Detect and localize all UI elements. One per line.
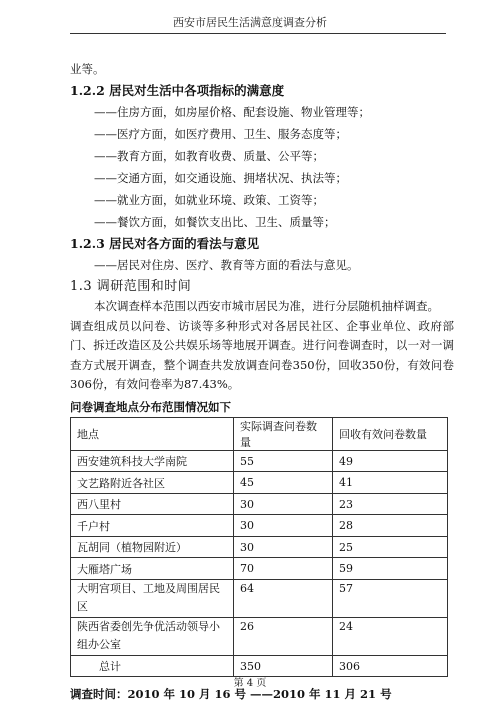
list-item: ——餐饮方面，如餐饮支出比、卫生、质量等； — [94, 215, 336, 229]
location-cell: 文艺路附近各社区 — [71, 472, 234, 494]
valid-cell: 25 — [333, 536, 448, 558]
column-header-distributed: 实际调查问卷数量 — [234, 417, 333, 450]
list-item: ——就业方面，如就业环境、政策、工资等； — [94, 193, 324, 207]
scope-paragraph — [70, 297, 454, 395]
valid-cell: 57 — [333, 579, 448, 617]
list-item: ——教育方面，如教育收费、质量、公平等； — [94, 149, 324, 163]
table-row — [71, 450, 448, 472]
section-heading-1-2-3: 1.2.3 居民对各方面的看法与意见 — [70, 236, 260, 251]
valid-cell: 49 — [333, 450, 448, 472]
valid-cell: 24 — [333, 617, 448, 655]
column-header-valid: 回收有效问卷数量 — [333, 417, 448, 450]
opinion-item: ——居民对住房、医疗、教育等方面的看法与意见。 — [94, 258, 359, 272]
survey-time: 调查时间：2010 年 10 月 16 号 ——2010 年 11 月 21 号 — [70, 687, 392, 702]
total-distributed-cell: 350 — [234, 655, 333, 677]
distributed-cell: 45 — [234, 472, 333, 494]
survey-location-table — [70, 417, 448, 678]
list-item: ——医疗方面，如医疗费用、卫生、服务态度等； — [94, 127, 347, 141]
distributed-cell: 70 — [234, 558, 333, 580]
distributed-cell: 64 — [234, 579, 333, 617]
location-cell: 大明宫项目、工地及周围居民区 — [71, 579, 234, 617]
location-cell: 大雁塔广场 — [71, 558, 234, 580]
page-number: 第 4 页 — [233, 678, 267, 689]
list-item: ——住房方面，如房屋价格、配套设施、物业管理等； — [94, 105, 370, 119]
distributed-cell: 55 — [234, 450, 333, 472]
page-body — [70, 58, 454, 705]
table-row — [71, 472, 448, 494]
location-cell: 西安建筑科技大学南院 — [71, 450, 234, 472]
column-header-location: 地点 — [71, 417, 234, 450]
table-caption: 问卷调查地点分布范围情况如下 — [70, 399, 231, 414]
total-valid-cell: 306 — [333, 655, 448, 677]
continued-text: 业等。 — [70, 62, 105, 76]
header-divider — [70, 33, 446, 34]
location-cell: 千户村 — [71, 515, 234, 537]
location-cell: 瓦胡同（植物园附近） — [71, 536, 234, 558]
section-heading-1-2-2: 1.2.2 居民对生活中各项指标的满意度 — [70, 83, 285, 98]
table-row — [71, 558, 448, 580]
section-heading-1-3: 1.3 调研范围和时间 — [70, 279, 192, 294]
table-row — [71, 493, 448, 515]
location-cell: 西八里村 — [71, 493, 234, 515]
valid-cell: 23 — [333, 493, 448, 515]
list-item: ——交通方面，如交通设施、拥堵状况、执法等； — [94, 171, 347, 185]
distributed-cell: 30 — [234, 493, 333, 515]
location-cell: 陕西省委创先争优活动领导小组办公室 — [71, 617, 234, 655]
total-label-cell: 总计 — [71, 655, 234, 677]
table-row — [71, 536, 448, 558]
satisfaction-indicator-list — [70, 101, 454, 233]
table-row — [71, 579, 448, 617]
distributed-cell: 26 — [234, 617, 333, 655]
valid-cell: 59 — [333, 558, 448, 580]
paragraph-first-line: 本次调查样本范围以西安市城市居民为准，进行分层随机抽样调查。 — [94, 299, 439, 313]
paragraph-body: 调查组成员以问卷、访谈等多种形式对各居民社区、企事业单位、政府部门、拆迁改造区及公共娱乐场等地展开调查。进行问卷调查时，以一对一调查方式展开调查，整个调查共发放调查问卷350份，回收350份，有效问卷306份，有效问卷率为87.43%。 — [70, 318, 454, 392]
table-row — [71, 617, 448, 655]
distributed-cell: 30 — [234, 515, 333, 537]
valid-cell: 28 — [333, 515, 448, 537]
valid-cell: 41 — [333, 472, 448, 494]
table-header-row — [71, 417, 448, 450]
running-header-title: 西安市居民生活满意度调查分析 — [173, 16, 327, 29]
distributed-cell: 30 — [234, 536, 333, 558]
table-row — [71, 515, 448, 537]
